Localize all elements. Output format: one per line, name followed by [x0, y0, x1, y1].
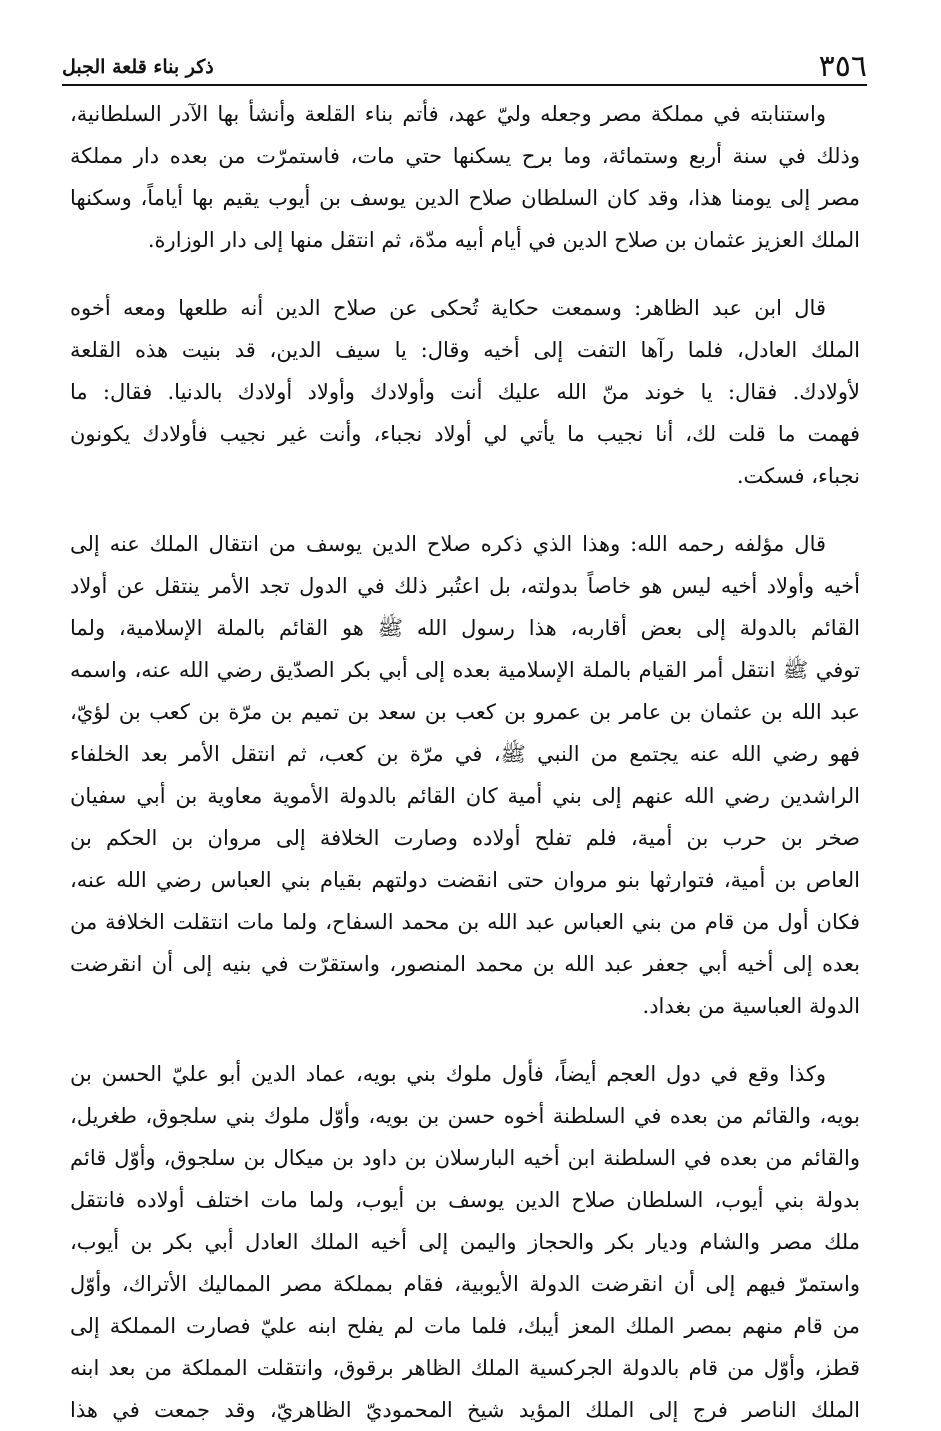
text-line: الملك العادل، فلما رآها التفت إلى أخيه وقال: يا سيف الدين، قد بنيت هذه القلعة	[70, 338, 860, 362]
page-number: ٣٥٦	[818, 49, 867, 84]
running-title: ذكر بناء قلعة الجبل	[62, 56, 214, 78]
text-line: بعده إلى أخيه أبي جعفر عبد الله بن محمد المنصور، واستقرّت في بنيه إلى أن انقرضت	[70, 952, 860, 976]
text-line: بدولة بني أيوب، السلطان صلاح الدين يوسف بن أيوب، ولما مات اختلف أولاده فانتقل	[70, 1188, 860, 1212]
text-line: صخر بن حرب بن أمية، فلم تفلح أولاده وصارت الخلافة إلى مروان بن الحكم بن	[70, 826, 860, 850]
text-line: العاص بن أمية، فتوارثها بنو مروان حتى انقضت دولتهم بقيام بني العباس رضي الله عنه،	[70, 868, 860, 892]
paragraph	[70, 523, 860, 1027]
text-line: الراشدين رضي الله عنهم إلى بني أمية كان القائم بالدولة الأموية معاوية بن أبي سفيان	[70, 784, 860, 808]
text-line: والقائم من بعده في السلطنة ابن أخيه البارسلان بن داود بن ميكال بن سلجوق، وأوّل قائم	[70, 1146, 860, 1170]
text-line: فهو رضي الله عنه يجتمع من النبي ﷺ، في مرّة بن كعب، ثم انتقل الأمر بعد الخلفاء	[70, 742, 860, 766]
text-line: قال ابن عبد الظاهر: وسمعت حكاية تُحكى عن صلاح الدين أنه طلعها ومعه أخوه	[70, 296, 826, 320]
text-line: قطز، وأوّل من قام بالدولة الجركسية الملك الظاهر برقوق، وانتقلت المملكة من بعد ابنه	[70, 1356, 860, 1380]
text-line: قال مؤلفه رحمه الله: وهذا الذي ذكره صلاح الدين يوسف من انتقال الملك عنه إلى	[70, 532, 826, 556]
paragraph	[70, 1053, 860, 1431]
text-line: الدولة العباسية من بغداد.	[642, 994, 860, 1018]
text-line: واستنابته في مملكة مصر وجعله وليّ عهد، فأتم بناء القلعة وأنشأ بها الآدر السلطانية،	[70, 102, 826, 126]
text-line: مصر إلى يومنا هذا، وقد كان السلطان صلاح الدين يوسف بن أيوب يقيم بها أياماً، وسكنها	[70, 186, 860, 210]
paragraph	[70, 287, 860, 497]
text-line: ملك مصر والشام وديار بكر والحجاز واليمن إلى أخيه الملك العادل أبي بكر بن أيوب،	[70, 1230, 860, 1254]
header-rule	[62, 84, 867, 86]
text-line: بويه، والقائم من بعده في السلطنة أخوه حسن بن بويه، وأوّل ملوك بني سلجوق، طغريل،	[70, 1104, 860, 1128]
page-header	[62, 36, 867, 82]
text-line: وكذا وقع في دول العجم أيضاً، فأول ملوك بني بويه، عماد الدين أبو عليّ الحسن بن	[70, 1062, 826, 1086]
text-line: القائم بالدولة إلى بعض أقاربه، هذا رسول الله ﷺ هو القائم بالملة الإسلامية، ولما	[70, 616, 860, 640]
text-line: توفي ﷺ انتقل أمر القيام بالملة الإسلامية بعده إلى أبي بكر الصدّيق رضي الله عنه، واسمه	[70, 658, 860, 682]
text-line: عبد الله بن عثمان بن عامر بن عمرو بن كعب بن سعد بن تميم بن مرّة بن كعب بن لؤيّ،	[70, 700, 860, 724]
text-line: فكان أول من قام من بني العباس عبد الله بن محمد السفاح، ولما مات انتقلت الخلافة من	[70, 910, 860, 934]
text-line: واستمرّ فيهم إلى أن انقرضت الدولة الأيوبية، فقام بمملكة مصر المماليك الأتراك، وأوّل	[70, 1272, 860, 1296]
text-line: الملك العزيز عثمان بن صلاح الدين في أيام أبيه مدّة، ثم انتقل منها إلى دار الوزارة.	[147, 228, 860, 252]
text-line: وذلك في سنة أربع وستمائة، وما برح يسكنها حتي مات، فاستمرّت من بعده دار مملكة	[70, 144, 860, 168]
text-line: لأولادك. فقال: يا خوند منّ الله عليك أنت وأولادك وأولاد أولادك بالدنيا. فقال: ما	[70, 380, 860, 404]
text-line: فهمت ما قلت لك، أنا نجيب ما يأتي لي أولاد نجباء، وأنت غير نجيب فأولادك يكونون	[70, 422, 860, 446]
text-line: من قام منهم بمصر الملك المعز أيبك، فلما مات لم يفلح ابنه عليّ فصارت المملكة إلى	[70, 1314, 860, 1338]
text-line: نجباء، فسكت.	[736, 464, 860, 488]
text-body	[70, 93, 860, 1431]
paragraph	[70, 93, 860, 261]
text-line: الملك الناصر فرج إلى الملك المؤيد شيخ المحموديّ الظاهريّ، وقد جمعت في هذا	[70, 1398, 860, 1422]
text-line: أخيه وأولاد أخيه ليس هو خاصاً بدولته، بل اعتُبر ذلك في الدول تجد الأمر ينتقل عن أولاد	[70, 574, 860, 598]
